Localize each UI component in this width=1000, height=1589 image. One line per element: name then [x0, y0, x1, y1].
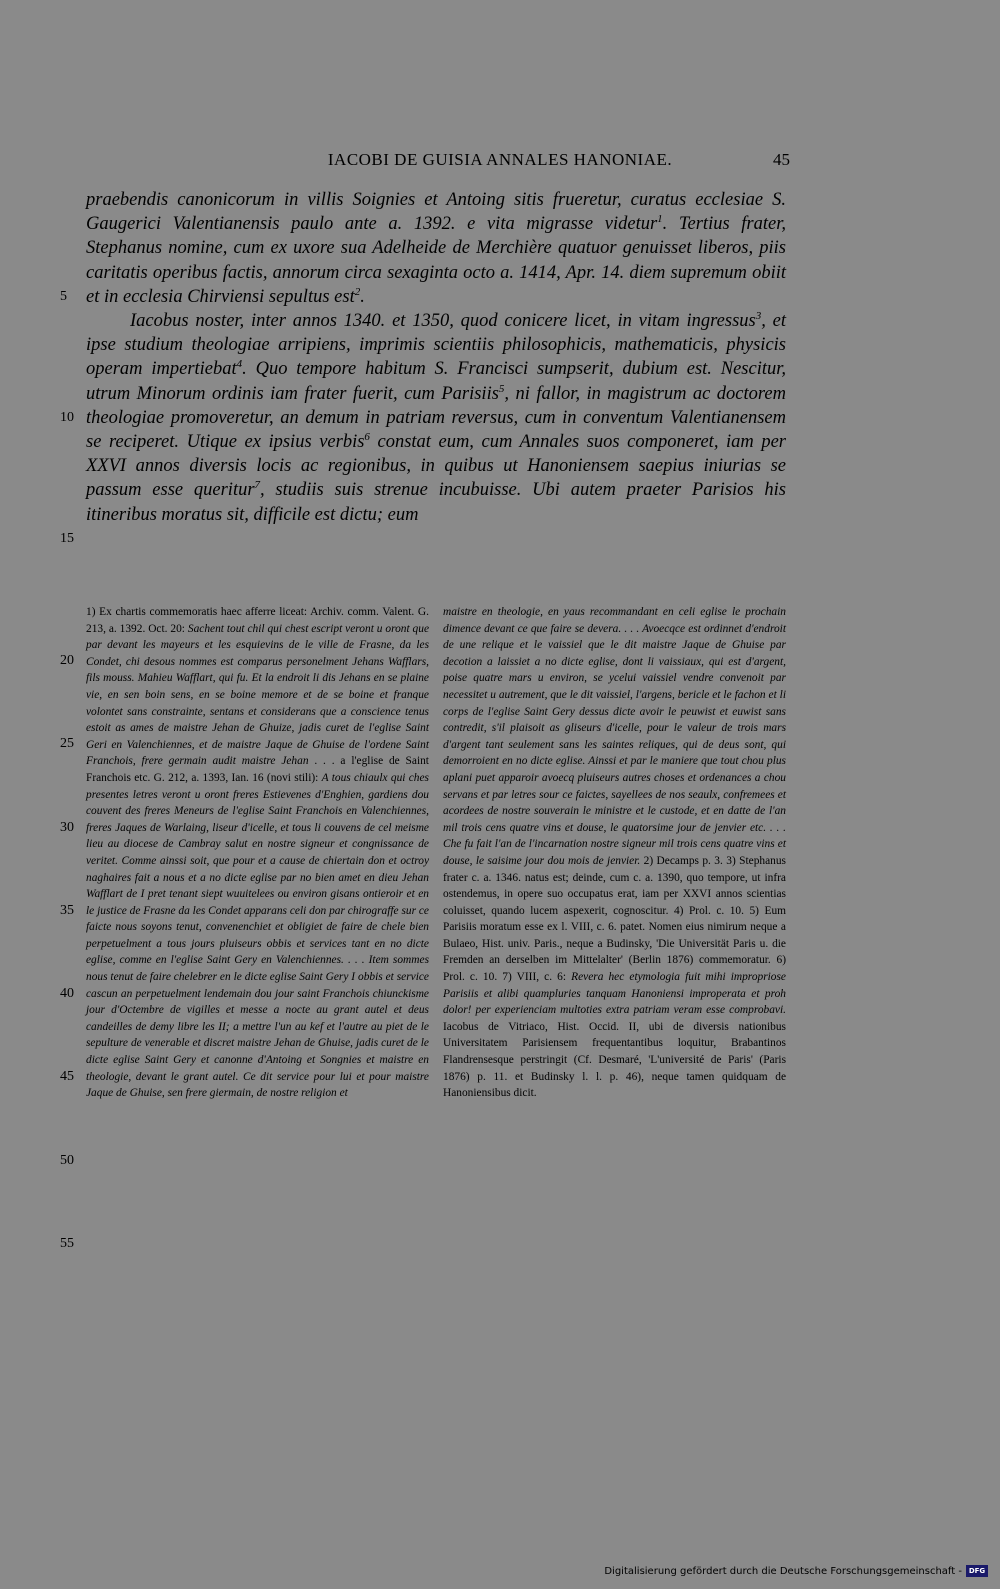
line-number: 35 — [60, 903, 74, 918]
footnote-ref: 3 — [755, 309, 762, 322]
text-run: Iacobus noster, inter annos 1340. et 1350, quod conicere licet, in vitam ingressus — [130, 311, 756, 332]
header-title: IACOBI DE GUISIA ANNALES HANONIAE. — [327, 150, 673, 169]
line-number: 25 — [60, 736, 74, 751]
text-run: , studiis suis strenue incubuisse. Ubi autem praeter Parisios his itineribus moratus sit, difficile est dictu; eum — [86, 480, 786, 525]
footnote-ref: 5 — [498, 382, 505, 395]
line-number: 5 — [60, 289, 67, 304]
line-number: 50 — [60, 1153, 74, 1168]
footnote-ref: 1 — [657, 213, 663, 226]
text-run: , ni fallor, in magistrum ac doctorem theologiae promoveretur, an demum in patriam reversus, cum in conventum Valentianensem se reciperet. Utique ex ipsius verbis — [86, 383, 786, 453]
text-run: . — [360, 286, 365, 307]
text-run: praebendis canonicorum in villis Soignies et Antoing sitis frueretur, curatus ecclesiae S. Gaugerici Valentianensis paulo ante a. 1392. e vita migrasse videtur — [86, 190, 786, 235]
paragraph — [86, 188, 786, 309]
footnote-run: . . . a l'eglise de Saint Franchois etc. G. 212, a. 1393, Ian. 16 (novi stili): — [86, 755, 429, 784]
paragraph — [86, 309, 786, 527]
text-run: . Quo tempore habitum S. Francisci sumpserit, dubium est. Nescitur, utrum Minorum ordinis iam frater fuerit, cum Parisiis — [86, 359, 787, 404]
running-header — [0, 150, 1000, 172]
footnote-ref: 4 — [236, 358, 243, 371]
line-number: 15 — [60, 531, 74, 546]
footnote-run: Sachent tout chil qui chest escript veront u oront que par devant les mayeurs et les esquievins de le ville de Frasne, da les Condet, chi desous nommes est comparus personelment Jehans Wafflars, fils mouss. Mahieu Wafflart, qui fu. Et la endroit li dis Jehans en se plaine vie, en sen boin sens, en se boine memore et de se boine et franque volontet sans constrainte, sentans et considerans que a conscience tenus estoit as ames de maistre Jehan de Ghuize, jadis curet de l'eglise Saint Geri en Valenchiennes, et de maistre Jaque de Ghuise de l'ordene Saint Franchois, frere germain audit maistre Jehan — [86, 622, 429, 768]
line-number: 55 — [60, 1236, 74, 1251]
text-run: , et ipse studium theologiae arripiens, imprimis scientiis philosophicis, mathematicis, physicis operam impertiebat — [86, 311, 786, 380]
footnote-run: 2) Decamps p. 3. 3) Stephanus frater c. a. 1346. natus est; deinde, cum c. a. 1390, quo tempore, ut infra ostendemus, in opere suo occupatus erat, iam per XXVI annos scientias coluisset, quando lucem aspexerit, cognoscitur. 4) Prol. c. 10. 5) Eum Parisiis moratum esse ex l. VIII, c. 6. patet. Nomen eius nimirum neque a Bulaeo, Hist. univ. Paris., neque a Budinsky, 'Die Universität Paris u. die Fremden an derselben im Mittelalter' (Berlin 1876) commemoratur. 6) Prol. c. 10. 7) VIII, c. 6: — [443, 854, 786, 984]
footnote-text — [86, 604, 429, 1102]
footnote-ref: 7 — [254, 479, 261, 492]
line-number: 10 — [60, 410, 74, 425]
footnote-run: Revera hec etymologia fuit mihi impropriose Parisiis et alibi quampluries tanquam Hanoniensi improperata et proh dolor! per experienciam multoties extra patriam veram esse comprobavi. — [443, 971, 786, 1017]
main-text — [86, 188, 786, 527]
footer-text: Digitalisierung gefördert durch die Deutsche Forschungsgemeinschaft - — [604, 1565, 962, 1577]
footnote-run: 1) Ex chartis commemoratis haec afferre liceat: Archiv. comm. Valent. G. 213, a. 1392. Oct. 20: — [86, 606, 429, 635]
footnote-ref: 6 — [364, 430, 370, 443]
funding-footer — [604, 1565, 988, 1577]
dfg-logo-icon: DFG — [966, 1565, 988, 1577]
footnote-run: maistre en theologie, en yaus recommandant en celi eglise le prochain dimence devant ce que faire se devera. . . . Avoecqce est ordinnet d'endroit de une relique et le vaissiel que le dit maistre Jaque de Ghuise par decotion a laissiet a no dicte eglise, dont li vaissiaux, qui est d'argent, poise quatre mars u environ, se ycelui vaissiel vendre convenoit par necessitet u autrement, que le dit vaissiel, l'argens, bericle et le fachon et li corps de l'eglise Saint Gery dessus dicte avoir le peuwist et euwist sans contredit, s'il plaisoit as gliseurs d'icelle, pour le valeur de trois mars d'argent tant seulement sans les saintes reliques, qui de deus sont, qui demorroient en no dicte eglise. Ainssi et par le maniere que tout chou plus aplani puet apparoir avoecq pluiseurs autres choses et ordenances a chou servans et par letres sour ce faictes, sayellees de nos seaulx, confremees et acordees de nostre souverain le ministre et le custode, et en datte de l'an mil trois cens quatre vins et douse, le quatorsime jour de jenvier etc. . . . Che fu fait l'an de l'incarnation nostre signeur mil trois cens quatre vins et douse, le saisime jour dou mois de jenvier. — [443, 606, 786, 867]
text-run: constat eum, cum Annales suos componeret, iam per XXVI annos diversis locis ac regionibus, in quibus ut Hanoniensem saepius iniurias se passum esse queritur — [86, 432, 786, 501]
line-number: 45 — [60, 1069, 74, 1084]
footnotes-left-column — [86, 604, 429, 1102]
line-number: 40 — [60, 986, 74, 1001]
line-number: 30 — [60, 820, 74, 835]
footnote-text — [443, 604, 786, 1102]
footnotes-right-column — [443, 604, 786, 1102]
line-number: 20 — [60, 653, 74, 668]
text-run: . Tertius frater, Stephanus nomine, cum ex uxore sua Adelheide de Merchière quatuor genuisset liberos, piis caritatis operibus factis, annorum circa sexaginta octo a. 1414, Apr. 14. diem supremum obiit et in ecclesia Chirviensi sepultus est — [86, 214, 786, 307]
footnote-run: Iacobus de Vitriaco, Hist. Occid. II, ubi de diversis nationibus Universitatem Parisiensem frequentantibus loquitur, Brabantinos Flandrensesque perstringit (Cf. Desmaré, 'L'université de Paris' (Paris 1876) p. 11. et Budinsky l. l. p. 46), neque tamen quidquam de Hanoniensibus dicit. — [443, 1020, 786, 1100]
footnote-run: A tous chiaulx qui ches presentes letres veront u oront freres Estievenes d'Enghien, gardiens dou couvent des freres Meneurs de l'eglise Saint Franchois en Valenchiennes, freres Jaques de Warlaing, liseur d'icelle, et tous li couvens de cel meisme lieu au diocese de Cambray salut en nostre signeur et congnissance de veritet. Comme ainssi soit, que pour et a cause de chiertain don et octroy naghaires fait a nous et a no dicte eglise par no bien amet en dieu Jehan Wafflart de I pret tenant siept wuuitelees ou environ gisans ontieroir et en le justice de Frasne da les Condet apparans celi don par chirograffe sur ce faicte nous soyons tenut, convenenchiet et obligiet de faire de chele bien perpetuelment a tous jours pluiseurs obbis et services tant en no dicte eglise, comme en l'eglise Saint Gery en Valenchiennes. . . . Item sommes nous tenut de faire chelebrer en le dicte eglise Saint Gery I obbis et service cascun an perpetuelment lendemain dou jour saint Franchois chiunckisme jour d'Octembre de vigilles et messe a nocte au grant autel et deus candeilles de demy libre les II; a mettre l'un au kef et l'autre au piet de le sepulture de venerable et discret maistre Jehan de Ghuise, jadis curet de le dicte eglise Saint Gery et canonne d'Antoing et Songnies et maistre en theologie, devant le grant autel. Ce dit service pour lui et pour maistre Jaque de Ghuise, sen frere giermain, de nostre religion et — [86, 771, 429, 1100]
footnote-ref: 2 — [354, 285, 361, 298]
page-number: 45 — [773, 150, 790, 169]
